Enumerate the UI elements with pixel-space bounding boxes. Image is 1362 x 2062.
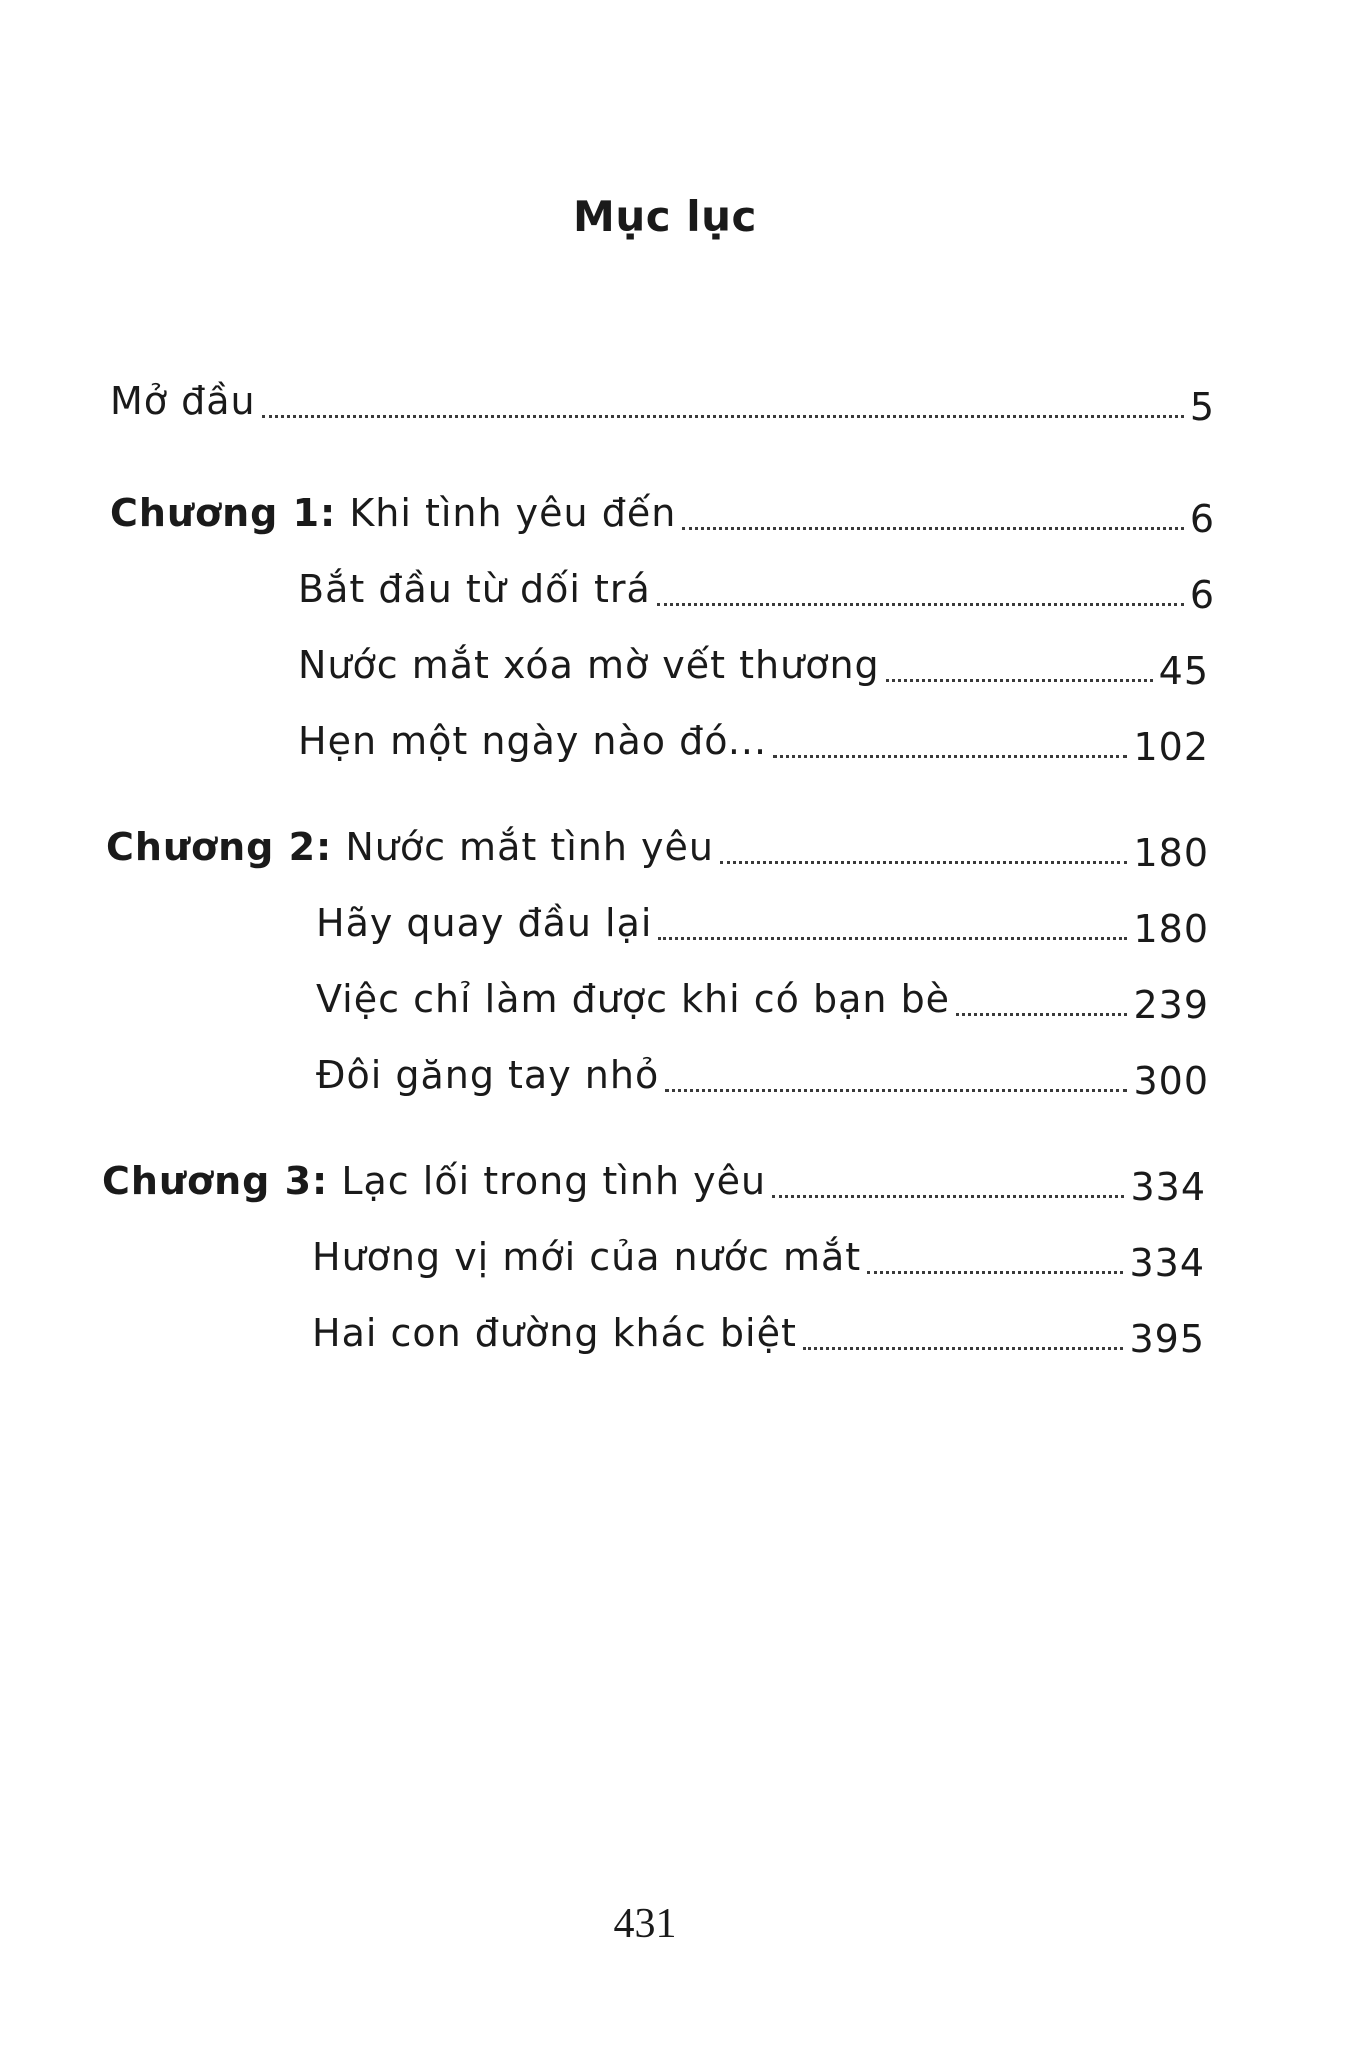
toc-page-number: 334	[1130, 1165, 1206, 1209]
dot-leader	[956, 1013, 1127, 1016]
toc-entry-section	[316, 970, 1209, 1027]
toc-entry-title: Hẹn một ngày nào đó...	[298, 719, 768, 763]
toc-entry-intro	[110, 372, 1215, 429]
toc-entry-chapter-2	[106, 818, 1209, 875]
toc-page-number: 6	[1189, 573, 1215, 617]
toc-entry-section	[316, 894, 1209, 951]
toc-page-number: 180	[1133, 831, 1209, 875]
toc-entry-section	[298, 712, 1209, 769]
dot-leader	[772, 1195, 1124, 1198]
dot-leader	[262, 415, 1184, 418]
toc-entry-section	[298, 636, 1209, 693]
toc-entry-section	[312, 1228, 1205, 1285]
toc-page-number: 45	[1158, 649, 1209, 693]
toc-entry-title: Hai con đường khác biệt	[312, 1311, 797, 1355]
toc-entry-title: Hương vị mới của nước mắt	[312, 1235, 862, 1279]
toc-page-number: 334	[1129, 1241, 1205, 1285]
toc-entry-title: Khi tình yêu đến	[349, 491, 677, 535]
toc-page-number: 5	[1189, 385, 1215, 429]
toc-page-number: 395	[1129, 1317, 1205, 1361]
toc-entry-title: Bắt đầu từ dối trá	[298, 567, 651, 611]
dot-leader	[720, 861, 1127, 864]
dot-leader	[867, 1271, 1123, 1274]
toc-entry-chapter-1	[110, 484, 1215, 541]
dot-leader	[886, 679, 1153, 682]
toc-page-number: 6	[1189, 497, 1215, 541]
chapter-label: Chương 2:	[106, 825, 333, 869]
toc-entry-title: Nước mắt tình yêu	[345, 825, 714, 869]
toc-entry-section	[312, 1304, 1205, 1361]
dot-leader	[803, 1347, 1124, 1350]
dot-leader	[658, 937, 1127, 940]
toc-page-number: 180	[1133, 907, 1209, 951]
toc-entry-title: Mở đầu	[110, 379, 256, 423]
page-number-footer: 431	[613, 1901, 677, 1947]
dot-leader	[682, 527, 1184, 530]
page-title: Mục lục	[573, 192, 757, 241]
toc-entry-chapter-3	[102, 1152, 1206, 1209]
toc-entry-title: Việc chỉ làm được khi có bạn bè	[316, 977, 951, 1021]
toc-page-number: 300	[1133, 1059, 1209, 1103]
toc-entry-title: Nước mắt xóa mờ vết thương	[298, 643, 880, 687]
toc-entry-section	[298, 560, 1215, 617]
toc-page-number: 102	[1133, 725, 1209, 769]
chapter-label: Chương 3:	[102, 1159, 329, 1203]
toc-entry-title: Lạc lối trong tình yêu	[341, 1159, 767, 1203]
chapter-label: Chương 1:	[110, 491, 337, 535]
dot-leader	[773, 755, 1127, 758]
toc-entry-title: Hãy quay đầu lại	[316, 901, 653, 945]
toc-entry-section	[316, 1046, 1209, 1103]
toc-page-number: 239	[1133, 983, 1209, 1027]
dot-leader	[657, 603, 1184, 606]
dot-leader	[665, 1089, 1127, 1092]
toc-entry-title: Đôi găng tay nhỏ	[316, 1053, 660, 1097]
